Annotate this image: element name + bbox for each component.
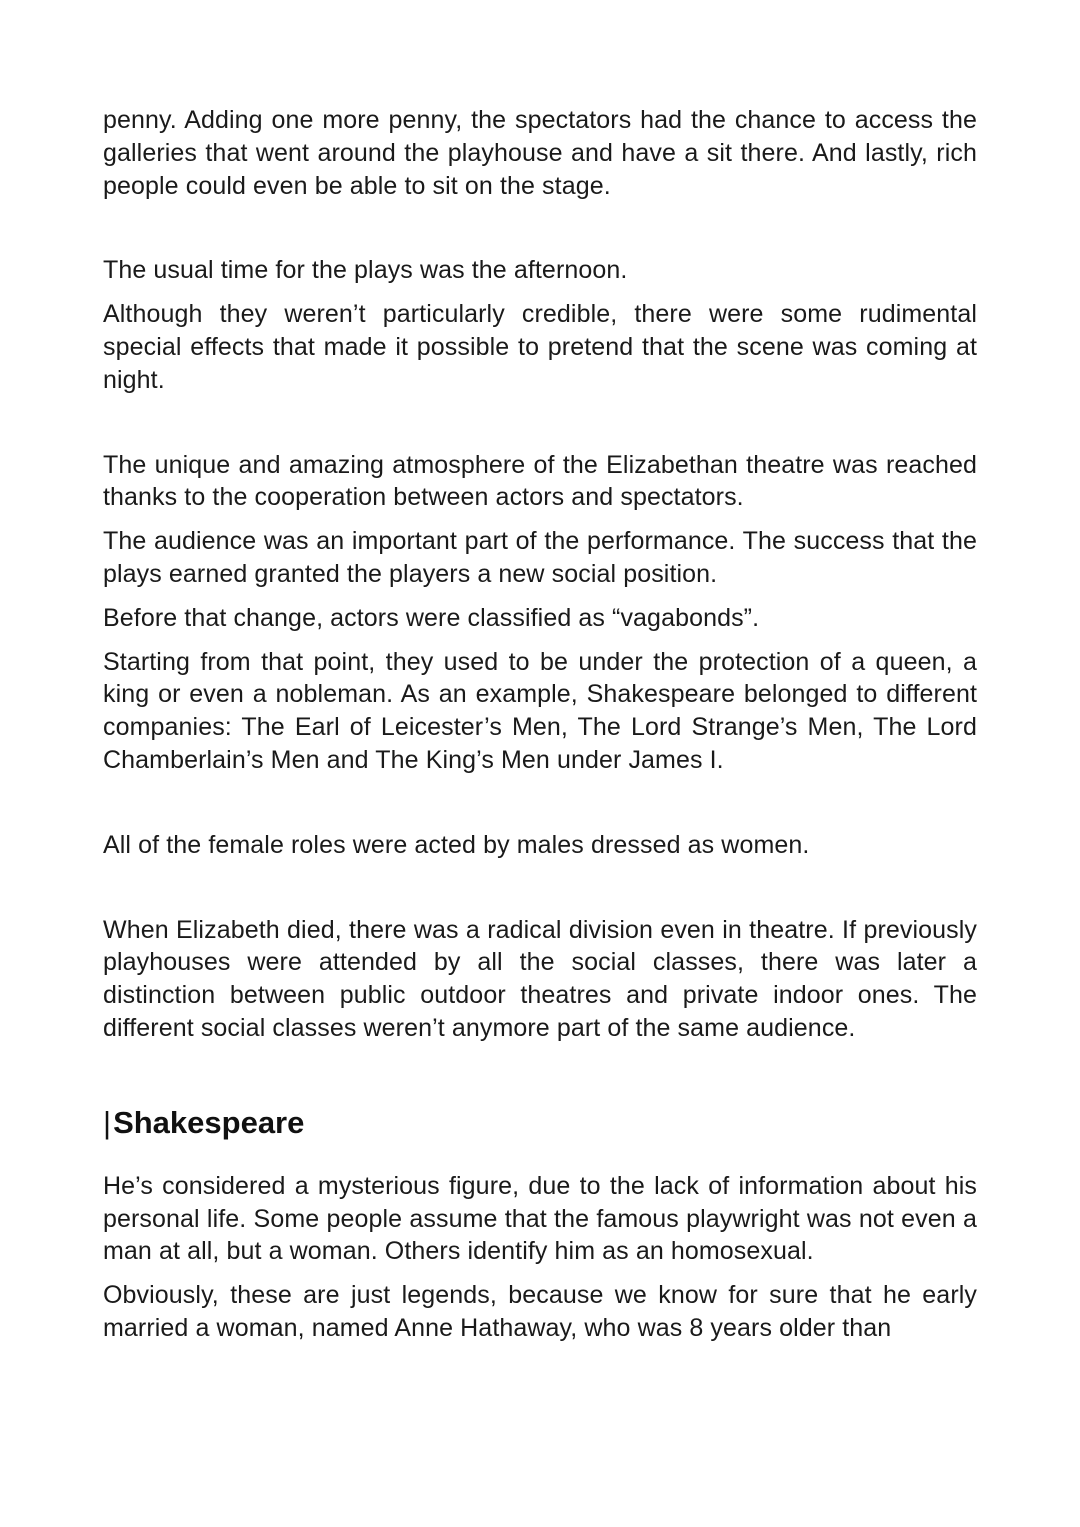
paragraph-companies: Starting from that point, they used to be under the protection of a queen, a king or even a nobleman. As an example, Shakespeare belonged to different companies: The Earl of Leicester’s Men, The Lord Strange’s Men, The Lord Chamberlain’s Men and The King’s Men under James I.: [103, 647, 977, 774]
paragraph-atmosphere: The unique and amazing atmosphere of the Elizabethan theatre was reached thanks to the cooperation between actors and spectators.: [103, 450, 977, 512]
paragraph-special-effects: Although they weren’t particularly credible, there were some rudimental special effects that made it possible to pretend that the scene was coming at night.: [103, 300, 977, 394]
paragraph-female-roles: All of the female roles were acted by males dressed as women.: [103, 830, 810, 859]
heading-title: Shakespeare: [113, 1104, 305, 1140]
paragraph-play-time: The usual time for the plays was the afternoon.: [103, 256, 628, 285]
paragraph-audience: The audience was an important part of the performance. The success that the plays earned granted the players a new social position.: [103, 527, 977, 588]
document-page: [103, 104, 977, 1345]
paragraph-galleries: penny. Adding one more penny, the spectators had the chance to access the galleries that went around the playhouse and have a sit there. And lastly, rich people could even be able to sit on the stage.: [103, 106, 977, 200]
paragraph-mysterious-figure: He’s considered a mysterious figure, due to the lack of information about his personal life. Some people assume that the famous playwright was not even a man at all, but a woman. Others identify him as an homosexual.: [103, 1171, 977, 1266]
paragraph-vagabonds: Before that change, actors were classified as “vagabonds”.: [103, 603, 760, 632]
paragraph-legends: Obviously, these are just legends, because we know for sure that he early married a woman, named Anne Hathaway, who was 8 years older than: [103, 1281, 977, 1342]
section-heading-shakespeare: [103, 1103, 977, 1143]
heading-bar: |: [103, 1104, 112, 1140]
paragraph-division: When Elizabeth died, there was a radical division even in theatre. If previously playhouses were attended by all the social classes, there was later a distinction between public outdoor theatres and private indoor ones. The different social classes weren’t anymore part of the same audience.: [103, 915, 977, 1042]
